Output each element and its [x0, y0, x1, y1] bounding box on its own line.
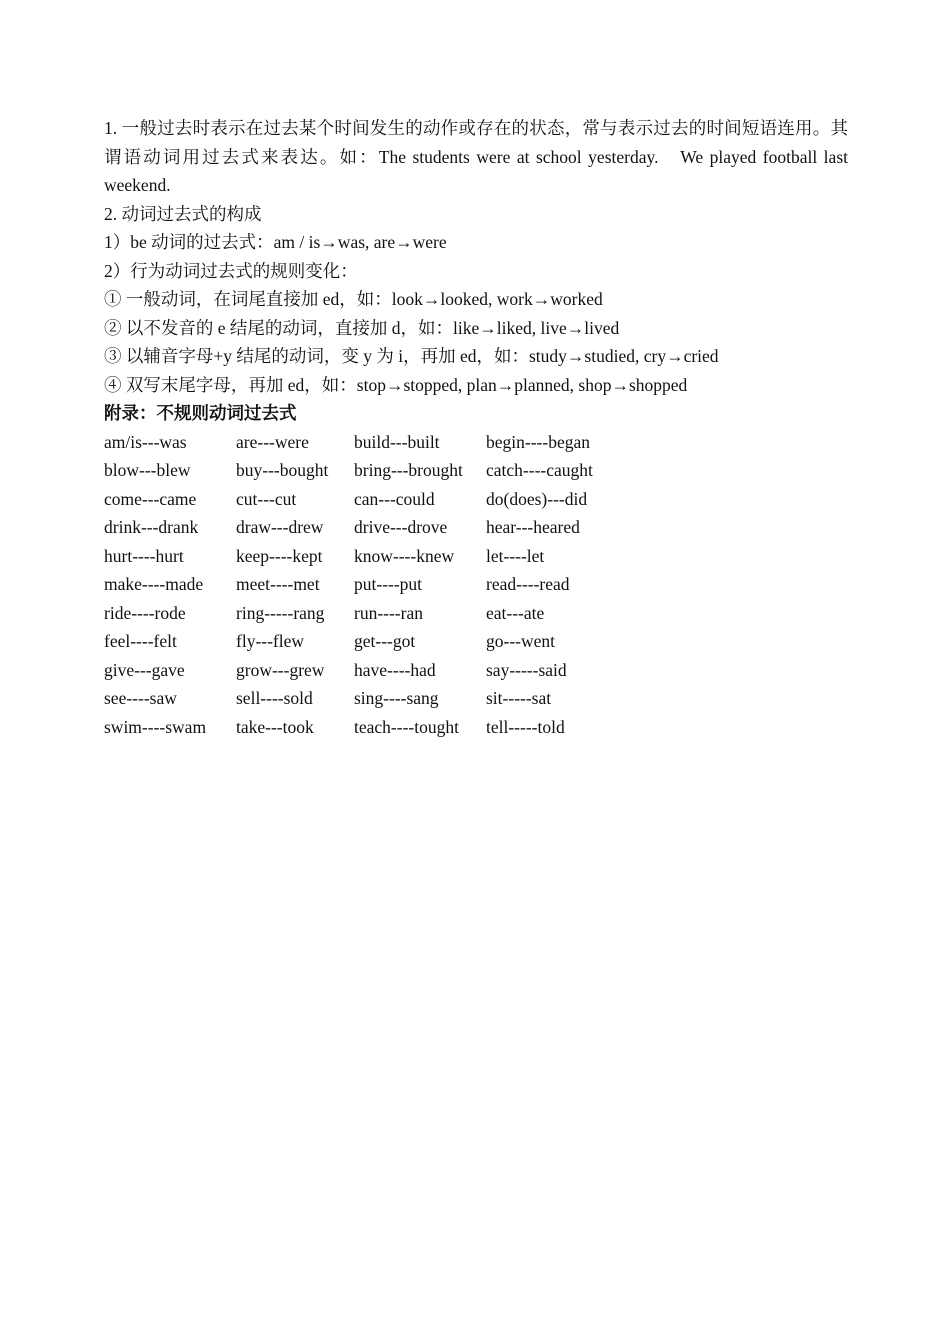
- table-row: [104, 599, 848, 628]
- verb-pair: come---came: [104, 488, 197, 509]
- verb-pair: teach----tought: [354, 716, 459, 737]
- section-heading-formation: 2. 动词过去式的构成: [104, 203, 262, 224]
- appendix-title: 附录：不规则动词过去式: [104, 403, 297, 423]
- verb-pair: drive---drove: [354, 517, 448, 537]
- verb-pair: get---got: [354, 631, 416, 651]
- table-row: [104, 684, 848, 713]
- verb-pair: give---gave: [104, 659, 185, 680]
- verb-pair: blow---blew: [104, 460, 191, 480]
- verb-pair: do(does)---did: [486, 488, 588, 509]
- verb-pair: go---went: [486, 631, 556, 651]
- verb-pair: are---were: [236, 431, 309, 452]
- verb-pair: sit-----sat: [486, 688, 552, 708]
- verb-pair: run----ran: [354, 602, 423, 623]
- verb-pair: catch----caught: [486, 460, 593, 480]
- rule-item-2: ② 以不发音的 e 结尾的动词，直接加 d，如：like→liked, live→lived: [104, 317, 620, 338]
- intro-paragraph: 1. 一般过去时表示在过去某个时间发生的动作或存在的状态，常与表示过去的时间短语连用。其谓语动词用过去式来表达。如：The students were at school yesterday. We played football last weekend.: [104, 118, 848, 195]
- verb-pair: make----made: [104, 574, 204, 594]
- be-verb-rule: 1）be 动词的过去式：am / is→was, are→were: [104, 232, 447, 252]
- verb-pair: sell----sold: [236, 688, 313, 708]
- verb-pair: eat---ate: [486, 602, 545, 623]
- document-page: [104, 114, 848, 741]
- verb-pair: bring---brought: [354, 460, 463, 480]
- table-row: [104, 570, 848, 599]
- verb-pair: can---could: [354, 488, 435, 509]
- table-row: [104, 542, 848, 571]
- verb-pair: tell-----told: [486, 716, 565, 737]
- table-row: [104, 485, 848, 514]
- verb-pair: swim----swam: [104, 716, 207, 737]
- verb-pair: read----read: [486, 574, 570, 594]
- verb-pair: take---took: [236, 716, 314, 737]
- table-row: [104, 713, 848, 742]
- verb-pair: grow---grew: [236, 659, 325, 680]
- verb-pair: am/is---was: [104, 431, 187, 452]
- verb-pair: cut---cut: [236, 488, 297, 509]
- verb-pair: hurt----hurt: [104, 545, 184, 566]
- table-row: [104, 627, 848, 656]
- irregular-verb-table: [104, 428, 848, 742]
- table-row: [104, 513, 848, 542]
- verb-pair: ring-----rang: [236, 602, 325, 623]
- verb-pair: drink---drank: [104, 517, 199, 537]
- verb-pair: know----knew: [354, 545, 455, 566]
- rule-item-1: ① 一般动词，在词尾直接加 ed，如：look→looked, work→worked: [104, 289, 603, 309]
- rule-item-3: ③ 以辅音字母+y 结尾的动词，变 y 为 i，再加 ed，如：study→studied, cry→cried: [104, 346, 719, 366]
- verb-pair: let----let: [486, 545, 545, 566]
- table-row: [104, 656, 848, 685]
- verb-pair: meet----met: [236, 574, 320, 594]
- verb-pair: put----put: [354, 574, 423, 594]
- verb-pair: hear---heared: [486, 517, 580, 537]
- verb-pair: have----had: [354, 659, 436, 680]
- verb-pair: say-----said: [486, 659, 567, 680]
- verb-pair: build---built: [354, 431, 440, 452]
- verb-pair: keep----kept: [236, 545, 323, 566]
- verb-pair: buy---bought: [236, 460, 329, 480]
- verb-pair: feel----felt: [104, 631, 177, 651]
- verb-pair: begin----began: [486, 431, 590, 452]
- table-row: [104, 428, 848, 457]
- rule-item-4: ④ 双写末尾字母，再加 ed，如：stop→stopped, plan→planned, shop→shopped: [104, 374, 688, 395]
- verb-pair: fly---flew: [236, 631, 305, 651]
- verb-pair: ride----rode: [104, 602, 186, 623]
- table-row: [104, 456, 848, 485]
- verb-pair: see----saw: [104, 688, 177, 708]
- verb-pair: sing----sang: [354, 688, 439, 708]
- regular-change-heading: 2）行为动词过去式的规则变化：: [104, 260, 358, 281]
- verb-pair: draw---drew: [236, 517, 324, 537]
